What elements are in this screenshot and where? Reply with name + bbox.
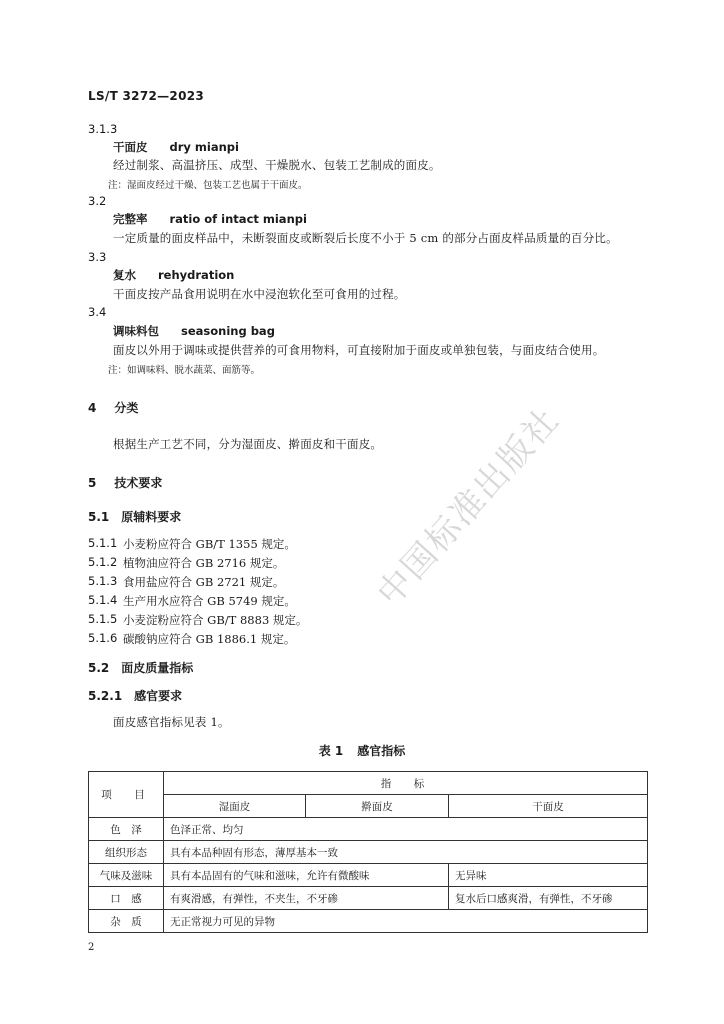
term-number: 3.4 — [88, 305, 107, 319]
table-row — [89, 864, 648, 887]
term-heading — [113, 267, 234, 283]
header-item-cell: 项 目 — [89, 772, 164, 818]
table-row — [89, 841, 648, 864]
term-note: 注：如调味料、脱水蔬菜、面筋等。 — [108, 365, 261, 376]
clause-number: 5.1.6 — [88, 631, 118, 645]
subheader-cell: 干面皮 — [449, 795, 648, 818]
term-zh: 复水 — [113, 268, 136, 282]
clause-number: 5.1.5 — [88, 612, 118, 626]
term-definition: 一定质量的面皮样品中，未断裂面皮或断裂后长度不小于 5 cm 的部分占面皮样品质量的百分比。 — [113, 231, 618, 245]
clause-text: 食用盐应符合 GB 2721 规定。 — [123, 575, 285, 589]
row-item-cell: 口 感 — [89, 887, 164, 910]
clause-text: 植物油应符合 GB 2716 规定。 — [123, 556, 285, 570]
table-caption-title: 感官指标 — [357, 744, 406, 758]
clause-number: 5.1.2 — [88, 555, 118, 569]
subheader-cell: 湿面皮 — [164, 795, 306, 818]
row-item-cell: 色 泽 — [89, 818, 164, 841]
publisher-watermark: 中国标准出版社 — [369, 399, 568, 614]
clause — [88, 631, 296, 646]
subsection-number: 5.1 — [88, 510, 110, 524]
term-definition: 面皮以外用于调味或提供营养的可食用物料，可直接附加于面皮或单独包装，与面皮结合使用。 — [113, 343, 605, 357]
table-caption-number: 表 1 — [318, 744, 344, 758]
term-number: 3.1.3 — [88, 122, 118, 136]
section-heading — [88, 474, 162, 491]
row-value-cell: 色泽正常、均匀 — [164, 818, 648, 841]
term-en: dry mianpi — [169, 140, 239, 154]
clause — [88, 536, 296, 551]
section-body: 根据生产工艺不同，分为湿面皮、擀面皮和干面皮。 — [113, 437, 383, 451]
term-zh: 完整率 — [113, 212, 148, 226]
term-definition: 干面皮按产品食用说明在水中浸泡软化至可食用的过程。 — [113, 287, 406, 301]
subsection-number: 5.2 — [88, 661, 110, 675]
clause-text: 小麦淀粉应符合 GB/T 8883 规定。 — [123, 613, 308, 627]
table-row — [89, 910, 648, 933]
section-number: 4 — [88, 401, 97, 415]
subsection-heading — [88, 508, 181, 525]
page-number: 2 — [88, 942, 95, 953]
clause-text: 生产用水应符合 GB 5749 规定。 — [123, 594, 296, 608]
subsection-title: 面皮质量指标 — [121, 661, 194, 675]
row-item-cell: 气味及滋味 — [89, 864, 164, 887]
row-item-cell: 组织形态 — [89, 841, 164, 864]
term-en: seasoning bag — [181, 324, 275, 338]
clause-text: 小麦粉应符合 GB/T 1355 规定。 — [123, 537, 296, 551]
clause — [88, 612, 308, 627]
row-value-cell: 复水后口感爽滑，有弹性，不牙碜 — [449, 887, 648, 910]
clause-number: 5.1.3 — [88, 574, 118, 588]
term-en: rehydration — [158, 268, 235, 282]
table-header-row — [89, 772, 648, 795]
term-number: 3.3 — [88, 250, 107, 264]
row-item-cell: 杂 质 — [89, 910, 164, 933]
section-title: 技术要求 — [114, 476, 163, 490]
term-en: ratio of intact mianpi — [169, 212, 307, 226]
row-value-cell: 无正常视力可见的异物 — [164, 910, 648, 933]
clause-number: 5.1.4 — [88, 593, 118, 607]
sensory-indicator-table — [88, 771, 648, 933]
subheader-cell: 擀面皮 — [306, 795, 449, 818]
table-caption — [0, 742, 724, 759]
term-zh: 调味料包 — [113, 324, 159, 338]
subsection-title: 感官要求 — [134, 689, 183, 703]
clause — [88, 574, 285, 589]
table-subheader-row — [89, 795, 648, 818]
term-heading — [113, 323, 275, 339]
clause-number: 5.1.1 — [88, 536, 118, 550]
header-indicator-cell: 指 标 — [164, 772, 648, 795]
term-heading — [113, 139, 239, 155]
table-row — [89, 887, 648, 910]
clause — [88, 593, 296, 608]
subsection-heading — [88, 687, 182, 704]
section-heading — [88, 399, 138, 416]
clause — [88, 555, 285, 570]
term-zh: 干面皮 — [113, 140, 148, 154]
subsection-heading — [88, 659, 193, 676]
table-row — [89, 818, 648, 841]
term-number: 3.2 — [88, 194, 107, 208]
term-note: 注：湿面皮经过干燥、包装工艺也属于干面皮。 — [108, 180, 308, 191]
standard-code-header: LS/T 3272—2023 — [88, 89, 205, 103]
section-body: 面皮感官指标见表 1。 — [113, 715, 230, 729]
term-heading — [113, 211, 307, 227]
subsection-title: 原辅料要求 — [121, 510, 182, 524]
section-number: 5 — [88, 476, 97, 490]
term-definition: 经过制浆、高温挤压、成型、干燥脱水、包装工艺制成的面皮。 — [113, 158, 441, 172]
row-value-cell: 具有本品固有的气味和滋味，允许有微酸味 — [164, 864, 449, 887]
row-value-cell: 有爽滑感，有弹性，不夹生，不牙碜 — [164, 887, 449, 910]
clause-text: 碳酸钠应符合 GB 1886.1 规定。 — [123, 632, 296, 646]
row-value-cell: 无异味 — [449, 864, 648, 887]
subsection-number: 5.2.1 — [88, 689, 123, 703]
row-value-cell: 具有本品种固有形态，薄厚基本一致 — [164, 841, 648, 864]
section-title: 分类 — [114, 401, 139, 415]
